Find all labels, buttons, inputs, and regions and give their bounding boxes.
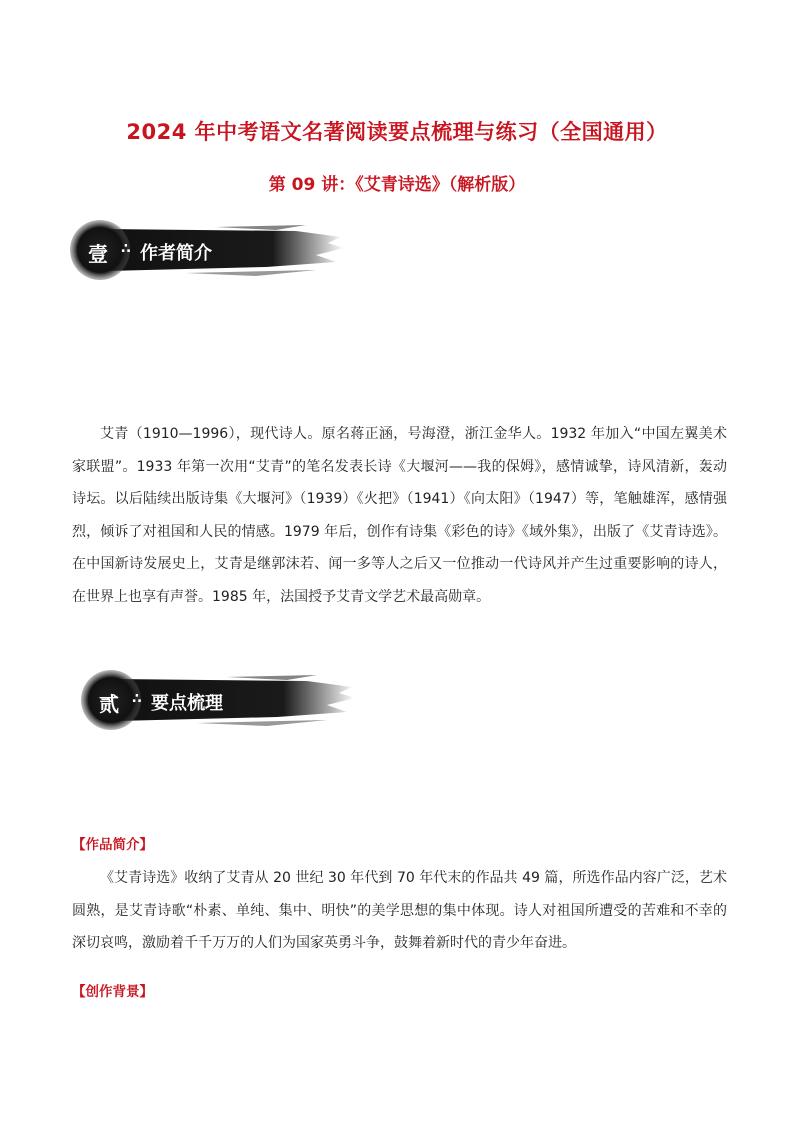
author-intro-paragraph: 艾青（1910—1996），现代诗人。原名蒋正涵，号海澄，浙江金华人。1932 年加入“中国左翼美术家联盟”。1933 年第一次用“艾青”的笔名发表长诗《大堰河——我的保姆》，感情诚挚，诗风清新，轰动诗坛。以后陆续出版诗集《大堰河》（1939）《火把》（1941）《向太阳》（1947）等，笔触雄浑，感情强烈，倾诉了对祖国和人民的情感。1979 年后，创作有诗集《彩色的诗》《域外集》，出版了《艾青诗选》。在中国新诗发展史上，艾青是继郭沫若、闻一多等人之后又一位推动一代诗风并产生过重要影响的诗人，在世界上也享有声誉。1985 年，法国授予艾青文学艺术最高勋章。: [72, 426, 727, 605]
section-number: 贰: [99, 692, 119, 716]
document-title: 2024 年中考语文名著阅读要点梳理与练习（全国通用）: [126, 120, 668, 144]
work-intro-paragraph: 《艾青诗选》收纳了艾青从 20 世纪 30 年代到 70 年代末的作品共 49 篇，所选作品内容广泛，艺术圆熟，是艾青诗歌“朴素、单纯、集中、明快”的美学思想的集中体现。诗人对祖国所遭受的苦难和不幸的深切哀鸣，激励着千千万万的人们为国家英勇斗争，鼓舞着新时代的青少年奋进。: [72, 870, 727, 951]
document-subtitle: 第 09 讲：《艾青诗选》（解析版）: [268, 175, 526, 195]
separator-dots: ∴: [132, 691, 142, 707]
section-header-key-points: [77, 665, 357, 735]
section-header-author: [66, 215, 346, 285]
section-title: 作者简介: [140, 243, 212, 264]
creation-background-label: 【创作背景】: [72, 984, 153, 1000]
section-title: 要点梳理: [151, 693, 223, 714]
work-intro-label: 【作品简介】: [72, 837, 153, 853]
section-number: 壹: [88, 242, 108, 266]
separator-dots: ∴: [121, 241, 131, 257]
